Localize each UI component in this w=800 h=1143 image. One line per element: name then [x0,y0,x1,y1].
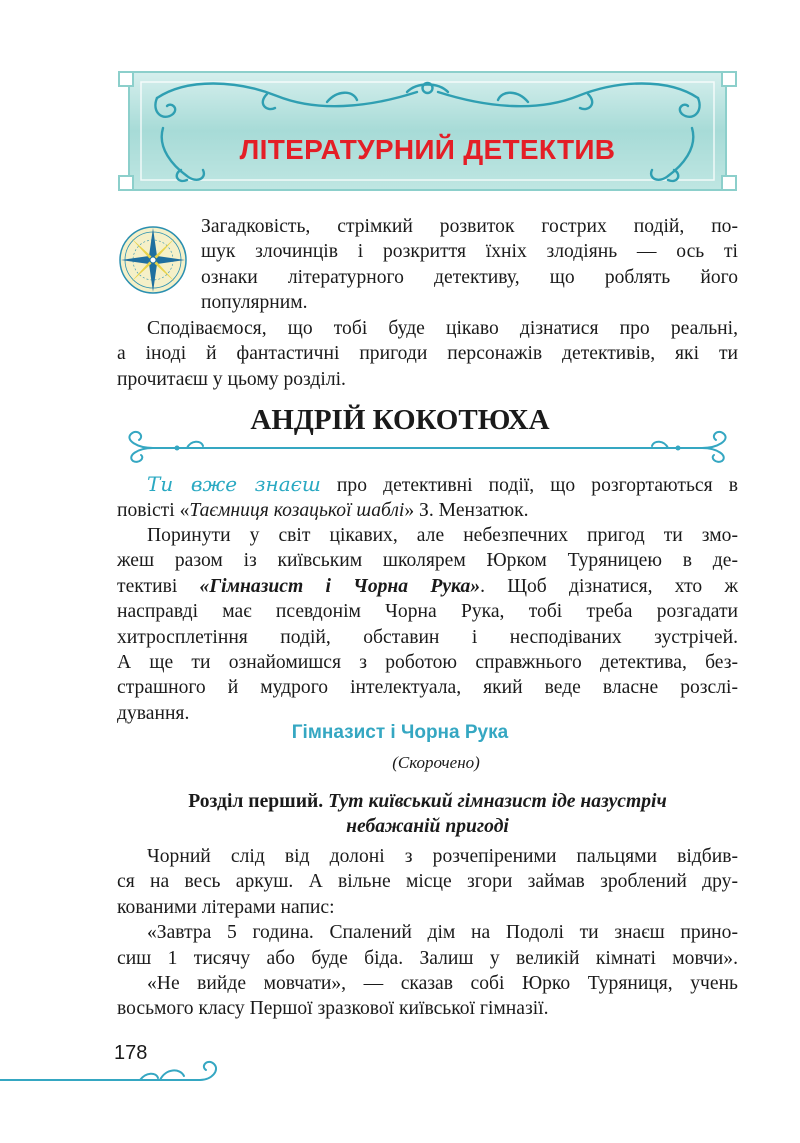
text-line: страшного й мудрого інтелектуала, який веде власне розслі- [117,677,738,699]
section-banner [117,68,738,194]
text-line: насправді має псевдонім Чорна Рука, тобі треба розгадати [117,601,738,623]
text-line: «Завтра 5 година. Спалений дім на Подолі ти знаєш прино- [147,922,738,944]
page-number: 178 [114,1042,148,1064]
text-fragment: тективі [117,575,200,597]
text-line: кованими літерами напис: [117,896,335,918]
story-title: Гімназист і Чорна Рука [291,722,509,743]
banner-frame [117,68,738,194]
text-line: дування. [117,702,190,724]
text-line: Загадковість, стрімкий розвиток гострих подій, по- [201,216,738,237]
text-fragment: повісті « [117,500,190,522]
compass-rose-icon [117,224,189,296]
text-line: А ще ти ознайомишся з роботою справжнього детектива, без- [117,652,738,674]
chapter-label: Розділ перший. [188,791,324,812]
footer-flourish [0,1040,320,1100]
text-line: ся на весь аркуш. А вільне місце згори займав зроблений дру- [117,871,738,893]
text-line: «Не вийде мовчати», — сказав собі Юрко Туряниця, учень [147,973,738,995]
text-line: прочитаєш у цьому розділі. [117,368,346,390]
text-line: популярним. [201,292,308,314]
text-line: восьмого класу Першої зразкової київської гімназії. [117,998,549,1020]
intro-paragraph [201,214,738,316]
text-line: ознаки літературного детективу, що роблять його [201,266,738,288]
intro-paragraph-2 [117,316,738,392]
text-line: Поринути у світ цікавих, але небезпечних пригод ти змо- [147,525,738,546]
text-line: хитросплетіння подій, обставин і несподіваних зустрічей. [117,626,738,648]
story-title-ref: «Гімназист і Чорна Рука» [199,575,481,597]
text-fragment: » З. Мензатюк. [404,500,529,522]
text-line: а іноді й фантастичні пригоди персонажів детективів, які ти [117,343,738,365]
section-title: ЛІТЕРАТУРНИЙ ДЕТЕКТИВ [239,134,616,165]
lead-paragraph [117,472,738,524]
text-fragment: . Щоб дізнатися, хто ж [480,575,738,597]
text-line: сиш 1 тисячу або буде біда. Залиш у великій кімнаті мовчи». [117,947,738,969]
text-line: жеш разом із київським школярем Юрком Туряницею в де- [117,550,738,572]
chapter-heading [117,789,738,839]
text-line: Чорний слід від долоні з розчепіреними пальцями відбив- [147,846,738,867]
chapter-title: Тут київський гімназист іде назустріч [328,791,667,812]
text-line: Сподіваємося, що тобі буде цікаво дізнатися про реальні, [147,318,738,339]
book-title: Таємниця козацької шаблі [189,500,405,522]
text-line: шук злочинців і розкриття їхніх злодіянь — ось ті [201,241,738,263]
abridged-note: (Скорочено) [392,753,480,772]
lead-script-label: Ти вже знаєш [147,472,321,496]
chapter-title: небажаній пригоді [346,816,509,837]
text-line: про детективні події, що розгортаються в [336,475,738,496]
author-heading: АНДРІЙ КОКОТЮХА [250,404,550,436]
heading-flourish [117,428,738,464]
body-paragraph [117,523,738,726]
story-text [117,844,738,1022]
